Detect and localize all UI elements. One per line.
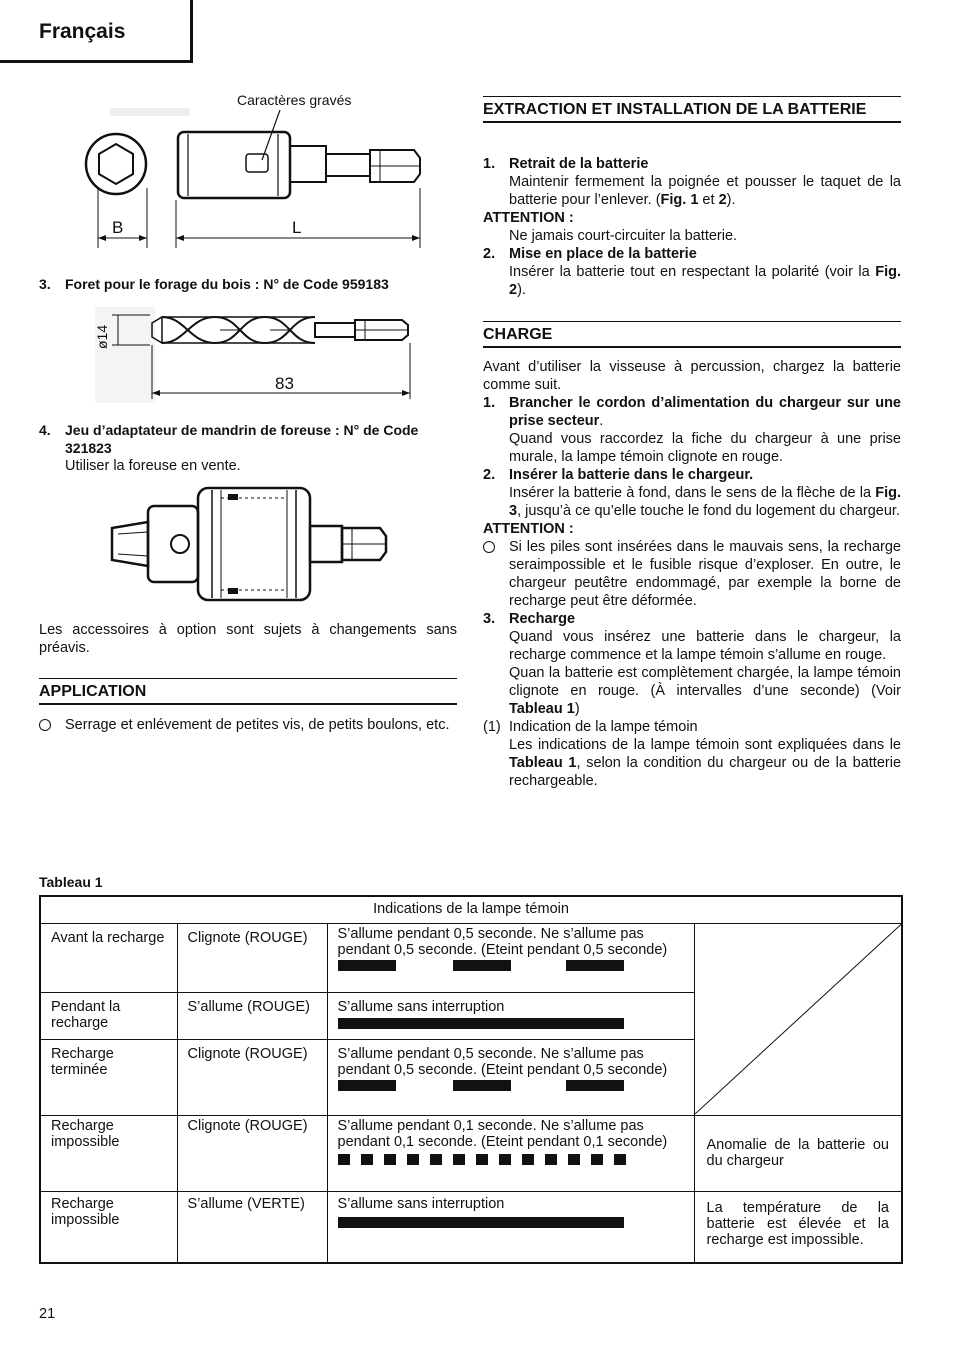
charge-heading (483, 321, 901, 348)
blink-bar (453, 960, 511, 971)
mode-cell: Clignote (ROUGE) (177, 923, 327, 992)
charge-step-1-title: Brancher le cordon d’alimentation du chargeur sur une prise secteur. (509, 395, 901, 429)
charge-step-2 (483, 466, 901, 520)
fast-blink-bars (338, 1154, 684, 1165)
indicator-subsection (483, 718, 901, 790)
table-caption: Tableau 1 (39, 874, 103, 890)
desc-cell: S’allume sans interruption (327, 992, 694, 1039)
application-heading (39, 678, 457, 705)
extraction-step-1 (483, 155, 901, 209)
item-4-title-line2: 321823 (65, 440, 112, 456)
extraction-attention-label: ATTENTION : (483, 210, 574, 226)
bit-holder-figure (70, 88, 430, 256)
charge-step-3-text-1: Quand vous insérez une batterie dans le chargeur, la recharge commence et la lampe témoin s’allume en rouge. (509, 629, 901, 663)
desc-cell: S’allume sans interruption (327, 1191, 694, 1263)
diameter-label: ø14 (94, 324, 110, 349)
language-tab (0, 0, 193, 63)
application-item (39, 716, 457, 734)
b-dimension-label: B (112, 218, 124, 237)
charge-attention-text: Si les piles sont insérées dans le mauvais sens, la recharge seraimpossible et le fusible risque d’exploser. En outre, le chargeur peutêtre endommagé, par exemple la borne de recharge peut être déformée. (509, 539, 901, 609)
length-label: 83 (275, 374, 294, 393)
charge-step-1-number: 1. (483, 395, 496, 411)
accessories-note: Les accessoires à option sont sujets à changements sans préavis. (39, 622, 457, 656)
steady-bar (338, 1217, 624, 1228)
state-cell: Recharge terminée (40, 1039, 177, 1115)
extraction-title: EXTRACTION ET INSTALLATION DE LA BATTERIE (483, 101, 867, 118)
charge-step-2-number: 2. (483, 467, 496, 483)
note-cell: Anomalie de la batterie ou du chargeur (694, 1115, 902, 1191)
charge-attention-label: ATTENTION : (483, 521, 574, 537)
blink-bar (566, 960, 624, 971)
charge-step-3-number: 3. (483, 611, 496, 627)
state-cell: Recharge impossible (40, 1191, 177, 1263)
engraved-label: Caractères gravés (237, 92, 352, 108)
application-title: APPLICATION (39, 683, 147, 700)
desc-cell: S’allume pendant 0,5 seconde. Ne s’allume pas pendant 0,5 seconde. (Eteint pendant 0,5 seconde) (327, 923, 694, 992)
extraction-attention-text: Ne jamais court-circuiter la batterie. (509, 228, 738, 244)
extraction-body (483, 155, 901, 299)
extraction-step-2-text: Insérer la batterie tout en respectant la polarité (voir la Fig. 2). (509, 264, 901, 298)
item-4-number: 4. (39, 422, 51, 438)
indicator-number: (1) (483, 719, 501, 735)
charge-body (483, 358, 901, 790)
table-row (40, 1115, 902, 1191)
item-3-number: 3. (39, 276, 51, 292)
mode-cell: Clignote (ROUGE) (177, 1115, 327, 1191)
charge-step-2-title: Insérer la batterie dans le chargeur. (509, 467, 754, 483)
note-cell: La température de la batterie est élevée et la recharge est impossible. (694, 1191, 902, 1263)
l-dimension-label: L (292, 218, 302, 237)
blink-bar (338, 1080, 396, 1091)
indicator-text: Les indications de la lampe témoin sont expliquées dans le Tableau 1, selon la condition du chargeur ou de la batterie rechargeable. (509, 737, 902, 789)
charge-attention (483, 538, 901, 610)
extraction-heading (483, 96, 901, 123)
item-4-note: Utiliser la foreuse en vente. (65, 458, 241, 474)
mode-cell: Clignote (ROUGE) (177, 1039, 327, 1115)
item-4 (39, 421, 459, 475)
extraction-step-2 (483, 245, 901, 299)
charge-step-3-text-2: Quan la batterie est complètement chargée, la lampe témoin clignote en rouge. (À intervalles d’une seconde) (Voir Tableau 1) (509, 665, 901, 717)
chuck-adapter-figure (108, 484, 390, 606)
indicator-table (39, 895, 903, 1264)
table-row (40, 1191, 902, 1263)
extraction-step-2-number: 2. (483, 246, 496, 262)
item-4-title-line1: Jeu d’adaptateur de mandrin de foreuse : N° de Code (65, 422, 419, 438)
extraction-step-1-title: Retrait de la batterie (509, 156, 649, 172)
item-3-text: Foret pour le forage du bois : N° de Code 959183 (65, 276, 389, 292)
blink-bar (453, 1080, 511, 1091)
circle-bullet-icon (39, 719, 51, 731)
steady-bar (338, 1018, 624, 1029)
extraction-step-1-number: 1. (483, 156, 496, 172)
page-number: 21 (39, 1306, 56, 1322)
extraction-step-1-text: Maintenir fermement la poignée et pousser le taquet de la batterie pour l’enlever. (Fig. 1 et 2). (509, 174, 901, 208)
charge-step-3 (483, 610, 901, 718)
table-row (40, 923, 902, 992)
extraction-step-2-title: Mise en place de la batterie (509, 246, 697, 262)
charge-step-1-text: Quand vous raccordez la fiche du chargeur à une prise murale, la lampe témoin clignote en rouge. (509, 431, 901, 465)
blink-bar (338, 960, 396, 971)
item-3 (39, 275, 459, 293)
desc-cell: S’allume pendant 0,1 seconde. Ne s’allume pas pendant 0,1 seconde. (Eteint pendant 0,1 seconde) (327, 1115, 694, 1191)
application-item-text: Serrage et enlévement de petites vis, de petits boulons, etc. (65, 717, 450, 733)
state-cell: Recharge impossible (40, 1115, 177, 1191)
table-header: Indications de la lampe témoin (40, 896, 902, 923)
charge-step-3-title: Recharge (509, 611, 576, 627)
wood-drill-figure (90, 305, 420, 405)
desc-cell: S’allume pendant 0,5 seconde. Ne s’allume pas pendant 0,5 seconde. (Eteint pendant 0,5 seconde) (327, 1039, 694, 1115)
blink-bar (566, 1080, 624, 1091)
indicator-title: Indication de la lampe témoin (509, 719, 698, 735)
language-label: Français (39, 20, 126, 43)
charge-title: CHARGE (483, 326, 553, 343)
state-cell: Avant la recharge (40, 923, 177, 992)
charge-step-2-text: Insérer la batterie à fond, dans le sens de la flèche de la Fig. 3, jusqu’à ce qu’elle touche le fond du logement du chargeur. (509, 485, 901, 519)
diagonal-cell (694, 923, 902, 1115)
state-cell: Pendant la recharge (40, 992, 177, 1039)
circle-bullet-icon (483, 541, 495, 553)
mode-cell: S’allume (VERTE) (177, 1191, 327, 1263)
mode-cell: S’allume (ROUGE) (177, 992, 327, 1039)
charge-intro: Avant d’utiliser la visseuse à percussion, chargez la batterie comme suit. (483, 359, 901, 393)
charge-step-1 (483, 394, 901, 466)
